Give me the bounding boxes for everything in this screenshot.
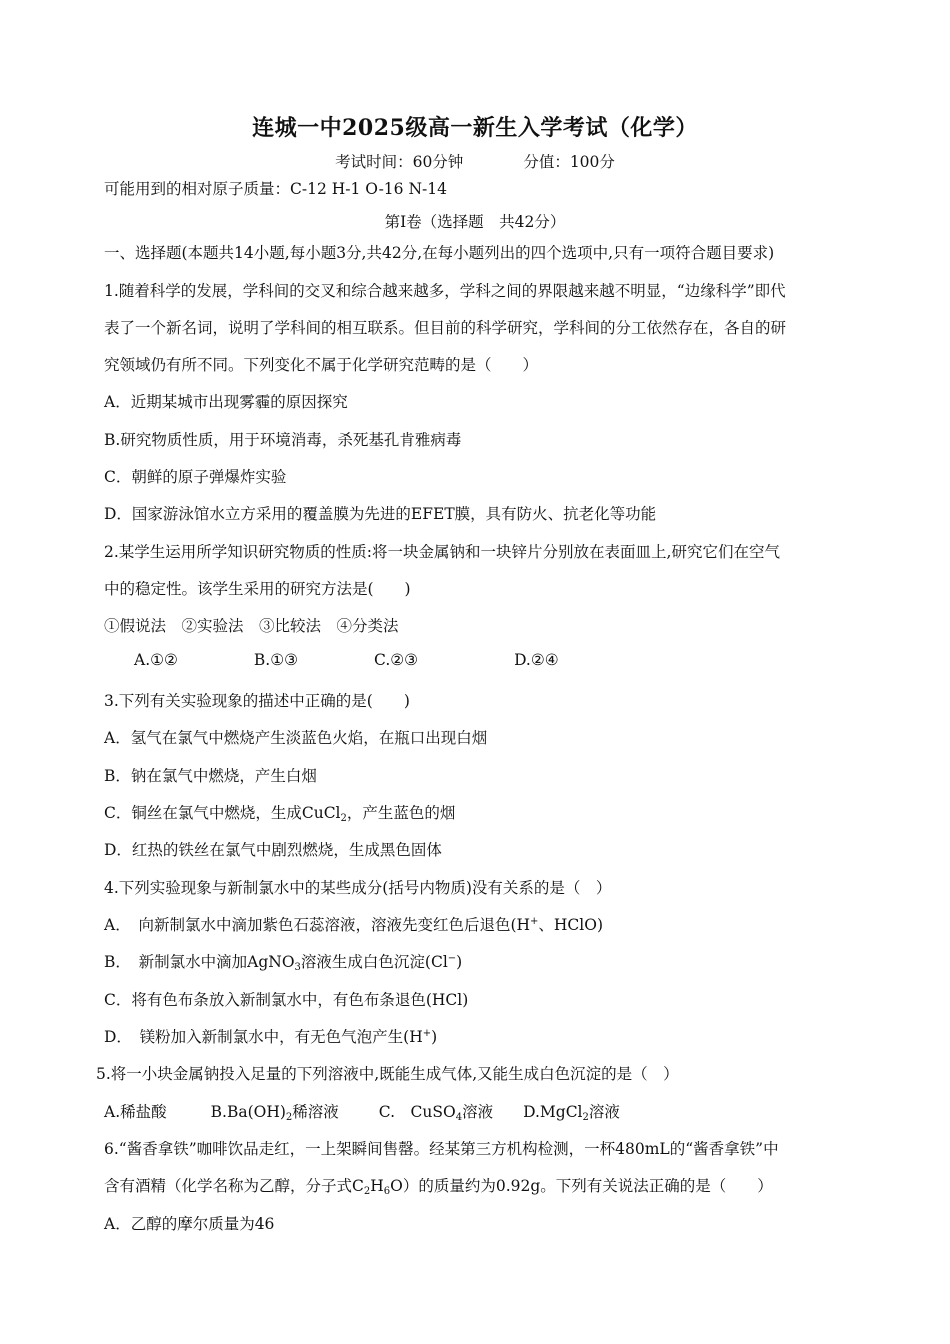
q3-option-a: A．氢气在氯气中燃烧产生淡蓝色火焰，在瓶口出现白烟 [104,729,488,747]
q5-stem: 5.将一小块金属钠投入足量的下列溶液中,既能生成气体,又能生成白色沉淀的是（ ） [96,1065,679,1083]
q4-option-c: C．将有色布条放入新制氯水中，有色布条退色(HCl) [104,991,469,1009]
q1-stem-line2: 表了一个新名词，说明了学科间的相互联系。但目前的科学研究，学科间的分工依然存在，各自的研 [104,319,787,337]
exam-time: 考试时间：60分钟 [335,153,464,171]
q1-stem-line3: 究领域仍有所不同。下列变化不属于化学研究范畴的是（ ） [104,356,539,374]
q5-option-a: A.稀盐酸 [104,1103,167,1121]
q2-option-c: C.②③ [374,651,419,669]
q2-option-b: B.①③ [253,651,299,669]
q5-option-c: C. CuSO$_4$溶液 [378,1103,494,1123]
page-title: 连城一中2025级高一新生入学考试（化学） [252,115,698,141]
q5-options [104,1100,620,1123]
q1-option-d: D．国家游泳馆水立方采用的覆盖膜为先进的EFET膜，具有防火、抗老化等功能 [104,505,657,523]
q5-option-b: $B.Ba(OH)_2$稀溶液 [210,1103,339,1123]
exam-info [0,150,950,172]
q3-option-d: D．红热的铁丝在氯气中剧烈燃烧，生成黑色固体 [104,841,442,859]
atomic-masses: 可能用到的相对原子质量：C-12 H-1 O-16 N-14 [104,180,447,198]
q3-option-c: C．铜丝在氯气中燃烧，生成CuCl$_2$，产生蓝色的烟 [104,804,456,824]
q6-option-a: A．乙醇的摩尔质量为46 [104,1215,275,1233]
section-instructions: 一、选择题(本题共14小题,每小题3分,共42分,在每小题列出的四个选项中,只有一项符合题目要求) [104,244,775,262]
q4-option-d: D． 镁粉加入新制氯水中，有无色气泡产生(H+) [104,1028,438,1046]
section-title: 第Ⅰ卷（选择题 共42分） [384,213,566,231]
q4-option-a: A． 向新制氯水中滴加紫色石蕊溶液，溶液先变红色后退色(H+、HClO) [104,916,603,934]
q3-option-b: B．钠在氯气中燃烧，产生白烟 [104,767,317,785]
q2-methods: ①假说法 ②实验法 ③比较法 ④分类法 [104,617,399,635]
q2-options [134,651,559,669]
q6-stem-line2: 含有酒精（化学名称为乙醇，分子式$C_2H_6O$）的质量约为0.92g。下列有关说法正确的是（ ） [104,1177,773,1197]
q2-option-d: D.②④ [514,651,559,669]
q1-option-c: C．朝鲜的原子弹爆炸实验 [104,468,287,486]
q4-option-b: B． 新制氯水中滴加AgNO$_3$溶液生成白色沉淀(Cl−) [104,953,463,973]
q2-option-a: A.①② [134,651,178,669]
q1-option-a: A．近期某城市出现雾霾的原因探究 [104,393,348,411]
q1-option-b: B.研究物质性质，用于环境消毒，杀死基孔肯雅病毒 [104,431,462,449]
q3-stem: 3.下列有关实验现象的描述中正确的是( ) [104,692,410,710]
exam-score: 分值：100分 [523,153,615,171]
q2-stem-line2: 中的稳定性。该学生采用的研究方法是( ) [104,580,411,598]
q2-stem-line1: 2.某学生运用所学知识研究物质的性质:将一块金属钠和一块锌片分别放在表面皿上,研究它们在空气 [104,543,780,561]
q6-stem-line1: 6.“酱香拿铁”咖啡饮品走红，一上架瞬间售罄。经某第三方机构检测，一杯480mL的“酱香拿铁”中 [104,1140,779,1158]
q5-option-d: D.MgCl$_2$溶液 [523,1103,620,1123]
q1-stem-line1: 1.随着科学的发展，学科间的交叉和综合越来越多，学科之间的界限越来越不明显，“边缘科学”即代 [104,282,786,300]
q4-stem: 4.下列实验现象与新制氯水中的某些成分(括号内物质)没有关系的是（ ） [104,879,612,897]
